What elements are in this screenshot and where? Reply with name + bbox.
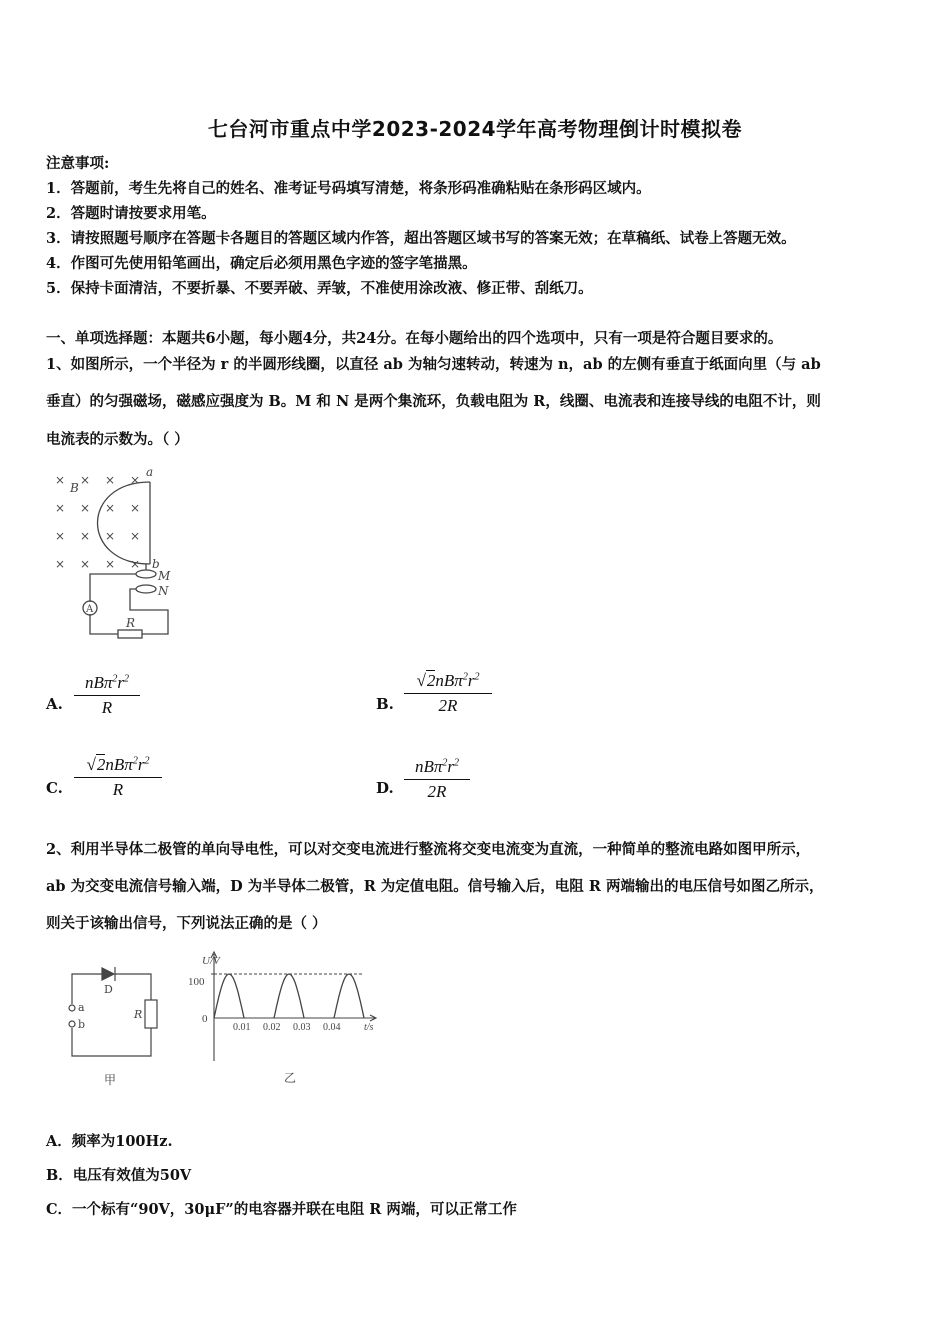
q1-text-line: 垂直）的匀强磁场，磁感应强度为 B。M 和 N 是两个集流环，负载电阻为 R，线圈、电流表和连接导线的电阻不计，则 [46, 393, 821, 410]
q2-option-b[interactable]: B．电压有效值为50V [46, 1167, 192, 1184]
option-b-formula[interactable]: $√2nB\pi^2r^2$ 2R [404, 671, 492, 716]
cross-mark: × [130, 529, 141, 543]
option-a-label[interactable]: A. [46, 695, 63, 713]
voltage-hump [274, 974, 304, 1018]
q1-text-line: 1、如图所示，一个半径为 r 的半圆形线圈，以直径 ab 为轴匀速转动，转速为 n，ab 的左侧有垂直于纸面向里（与 ab [46, 356, 821, 373]
label-b: b [78, 1018, 86, 1031]
label-R: R [134, 1008, 143, 1021]
label-D: D [104, 983, 113, 996]
option-c-label[interactable]: C. [46, 779, 63, 797]
q2-text-line: 则关于该输出信号，下列说法正确的是（ ） [46, 915, 327, 932]
y-axis-label: U/V [202, 955, 220, 967]
label-R: R [126, 616, 136, 630]
wire [72, 1028, 151, 1056]
q2-text-line: ab 为交变电流信号输入端，D 为半导体二极管，R 为定值电阻。信号输入后，电阻 R 两端输出的电压信号如图乙所示， [46, 878, 824, 895]
caption-jia: 甲 [104, 1073, 117, 1087]
cross-mark: × [55, 529, 66, 543]
q2-text-line: 2、利用半导体二极管的单向导电性，可以对交变电流进行整流将交变电流变为直流，一种简单的整流电路如图甲所示， [46, 841, 811, 858]
q1-text-line: 电流表的示数为。（ ） [46, 431, 189, 448]
cross-mark: × [105, 501, 116, 515]
cross-mark: × [80, 501, 91, 515]
label-a: a [78, 1001, 85, 1014]
cross-mark: × [80, 557, 91, 571]
voltage-hump [334, 974, 364, 1018]
section-heading: 一、单项选择题：本题共6小题，每小题4分，共24分。在每小题给出的四个选项中，只有一项是符合题目要求的。 [46, 330, 783, 347]
notice-heading: 注意事项: [46, 155, 110, 172]
wire [90, 574, 136, 602]
caption-yi: 乙 [284, 1071, 297, 1085]
cross-mark: × [130, 473, 141, 487]
wire [72, 974, 102, 1004]
notice-item: 2．答题时请按要求用笔。 [46, 205, 216, 222]
notice-item: 5．保持卡面清洁，不要折暴、不要弄破、弄皱，不准使用涂改液、修正带、刮纸刀。 [46, 280, 593, 297]
resistor-R [145, 1000, 157, 1028]
cross-mark: × [105, 473, 116, 487]
y-tick-label: 100 [188, 976, 205, 988]
option-b-label[interactable]: B. [376, 695, 394, 713]
cross-mark: × [105, 529, 116, 543]
cross-mark: × [130, 501, 141, 515]
x-axis-label: t/s [364, 1022, 374, 1033]
ring-M [136, 570, 156, 578]
cross-mark: × [80, 529, 91, 543]
x-tick-label: 0.01 [233, 1022, 251, 1033]
label-a: a [146, 465, 154, 479]
wire [90, 614, 118, 634]
q2-figure-jia [60, 960, 170, 1090]
cross-mark: × [55, 473, 66, 487]
x-tick-label: 0.04 [323, 1022, 341, 1033]
coil-semicircle [98, 482, 151, 564]
cross-mark: × [80, 473, 91, 487]
q2-option-a[interactable]: A．频率为100Hz. [46, 1133, 173, 1150]
label-N: N [158, 584, 169, 598]
notice-item: 3．请按照题号顺序在答题卡各题目的答题区域内作答，超出答题区域书写的答案无效；在草稿纸、试卷上答题无效。 [46, 230, 796, 247]
page-title: 七台河市重点中学2023-2024学年高考物理倒计时模拟卷 [207, 117, 743, 141]
label-b: b [152, 557, 160, 571]
cross-mark: × [55, 557, 66, 571]
origin-label: 0 [202, 1013, 208, 1025]
cross-mark: × [55, 501, 66, 515]
x-tick-label: 0.03 [293, 1022, 311, 1033]
cross-mark: × [105, 557, 116, 571]
terminal-b [69, 1021, 75, 1027]
option-d-formula[interactable]: $nB\pi^2r^2$ 2R [404, 757, 470, 802]
q1-figure [50, 462, 180, 642]
terminal-a [69, 1005, 75, 1011]
option-c-formula[interactable]: $√2nB\pi^2r^2$ R [74, 755, 162, 800]
resistor-R [118, 630, 142, 638]
label-M: M [158, 569, 171, 583]
label-ammeter: A [86, 604, 94, 615]
wire [115, 974, 151, 1000]
option-a-formula[interactable]: $nB\pi^2r^2$ R [74, 673, 140, 718]
cross-mark: × [130, 557, 141, 571]
notice-item: 1．答题前，考生先将自己的姓名、准考证号码填写清楚，将条形码准确粘贴在条形码区域内。 [46, 180, 651, 197]
notice-item: 4．作图可先使用铅笔画出，确定后必须用黑色字迹的签字笔描黑。 [46, 255, 477, 272]
q2-option-c[interactable]: C．一个标有“90V，30μF”的电容器并联在电阻 R 两端，可以正常工作 [46, 1201, 517, 1218]
x-tick-label: 0.02 [263, 1022, 281, 1033]
label-B: B [70, 481, 79, 495]
option-d-label[interactable]: D. [376, 779, 394, 797]
ring-N [136, 585, 156, 593]
voltage-hump [214, 974, 244, 1018]
q2-figure-yi [180, 948, 390, 1088]
diode-D [102, 968, 114, 980]
